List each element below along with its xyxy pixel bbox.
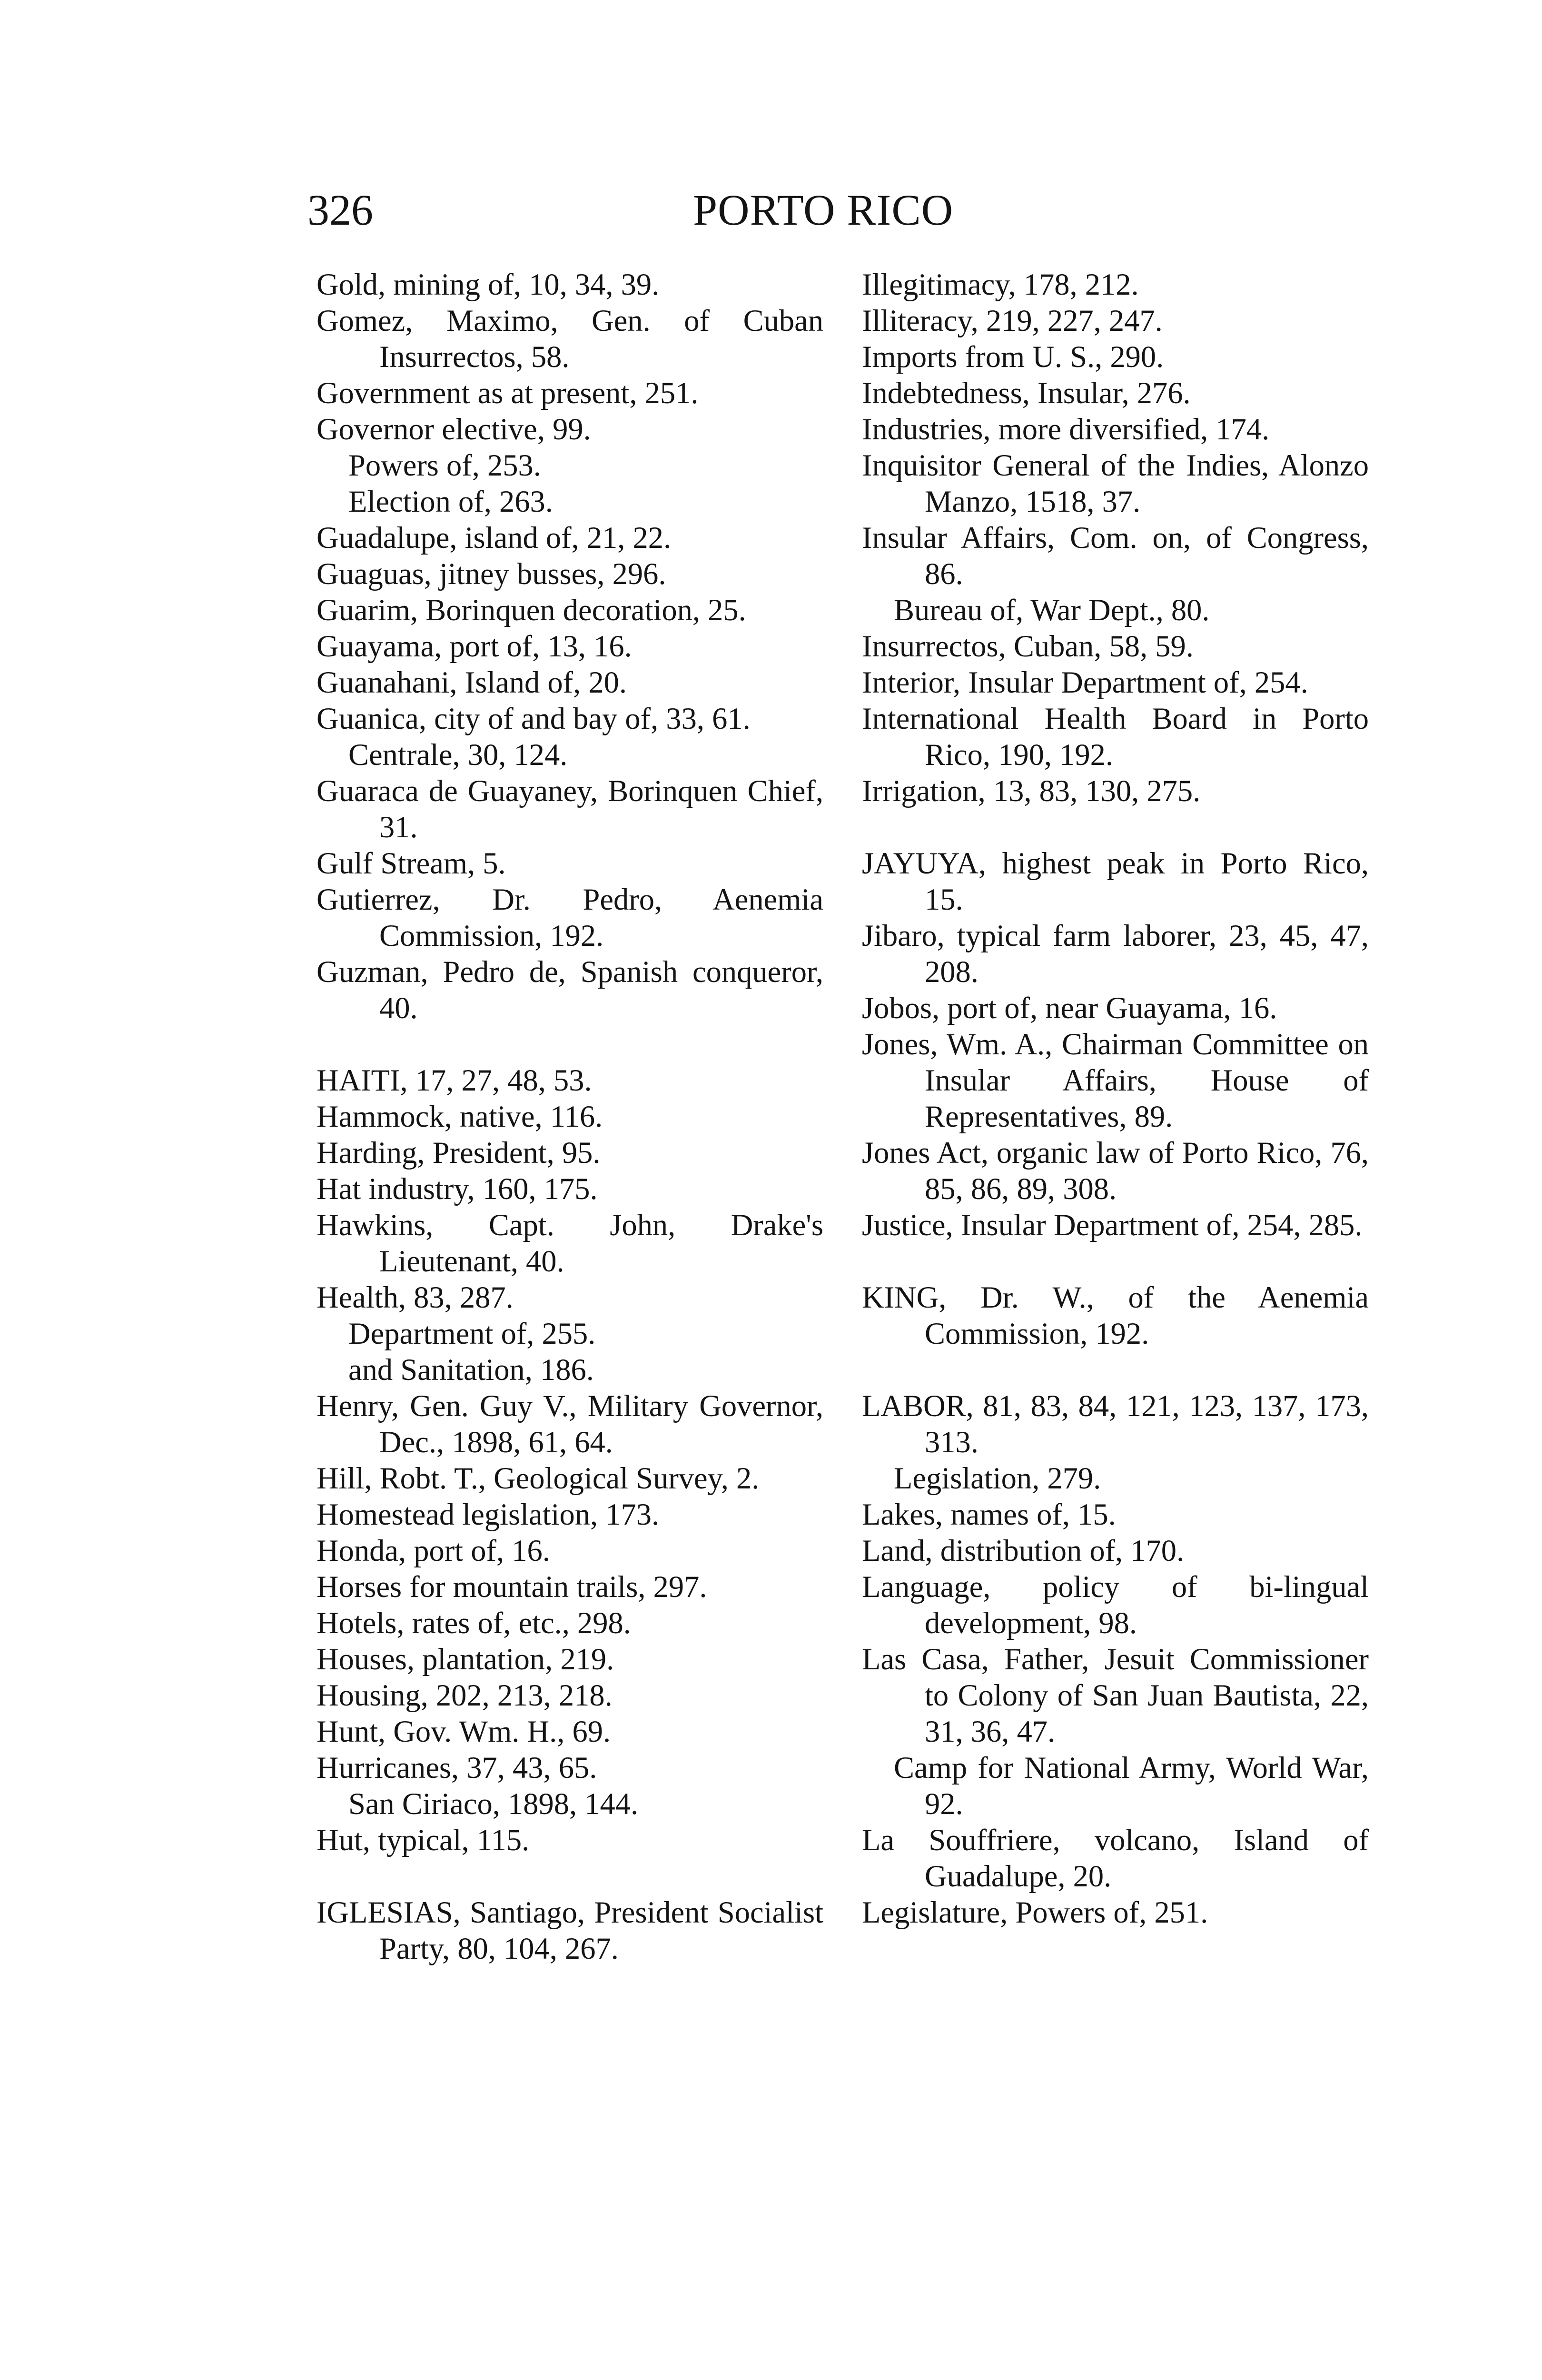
index-entry: Hat industry, 160, 175.: [316, 1172, 598, 1206]
index-entry: Lakes, names of, 15.: [862, 1497, 1116, 1531]
index-entry: LABOR, 81, 83, 84, 121, 123, 137, 173, 313.: [862, 1389, 1369, 1459]
index-entry: Interior, Insular Department of, 254.: [862, 665, 1308, 699]
index-entry: Hammock, native, 116.: [316, 1100, 603, 1133]
index-entry: International Health Board in Porto Rico, 190, 192.: [862, 702, 1369, 772]
index-entry: Houses, plantation, 219.: [316, 1642, 614, 1676]
index-entry: Illegitimacy, 178, 212.: [862, 268, 1139, 301]
index-entry: Hut, typical, 115.: [316, 1823, 530, 1857]
index-entry: Guarim, Borinquen decoration, 25.: [316, 593, 746, 627]
index-subentry: San Ciriaco, 1898, 144.: [348, 1787, 639, 1821]
index-entry: Inquisitor General of the Indies, Alonzo Manzo, 1518, 37.: [862, 448, 1369, 518]
index-entry: Industries, more diversified, 174.: [862, 412, 1270, 446]
index-entry: Hawkins, Capt. John, Drake's Lieutenant, 40.: [316, 1208, 823, 1278]
index-entry: Irrigation, 13, 83, 130, 275.: [862, 774, 1201, 808]
index-subentry: Election of, 263.: [348, 485, 553, 518]
running-head: PORTO RICO: [693, 186, 954, 234]
index-entry: Government as at present, 251.: [316, 376, 699, 410]
index-entry: HAITI, 17, 27, 48, 53.: [316, 1063, 592, 1097]
index-entry: Guadalupe, island of, 21, 22.: [316, 521, 672, 555]
index-entry: Illiteracy, 219, 227, 247.: [862, 304, 1163, 337]
index-subentry: and Sanitation, 186.: [348, 1353, 594, 1387]
index-column-left: [316, 267, 823, 1967]
index-entry: Insurrectos, Cuban, 58, 59.: [862, 629, 1194, 663]
index-entry: Harding, President, 95.: [316, 1136, 601, 1170]
index-entry: Gomez, Maximo, Gen. of Cuban Insurrectos, 58.: [316, 304, 823, 374]
index-entry: Guanahani, Island of, 20.: [316, 665, 627, 699]
index-entry: Legislature, Powers of, 251.: [862, 1895, 1208, 1929]
index-entry: IGLESIAS, Santiago, President Socialist Party, 80, 104, 267.: [316, 1895, 823, 1965]
index-entry: Guaguas, jitney busses, 296.: [316, 557, 666, 591]
index-entry: Jobos, port of, near Guayama, 16.: [862, 991, 1277, 1025]
index-entry: Language, policy of bi-lingual development, 98.: [862, 1570, 1369, 1640]
index-column-right: [862, 267, 1369, 1931]
index-entry: Henry, Gen. Guy V., Military Governor, Dec., 1898, 61, 64.: [316, 1389, 823, 1459]
page-number: 326: [307, 186, 373, 234]
index-subentry: Legislation, 279.: [894, 1461, 1101, 1495]
index-entry: Guayama, port of, 13, 16.: [316, 629, 632, 663]
index-entry: Gold, mining of, 10, 34, 39.: [316, 268, 660, 301]
index-entry: Jones, Wm. A., Chairman Committee on Insular Affairs, House of Representatives, 89.: [862, 1027, 1369, 1133]
index-entry: Justice, Insular Department of, 254, 285.: [862, 1208, 1363, 1242]
index-subentry: Camp for National Army, World War, 92.: [894, 1751, 1369, 1821]
index-entry: Guaraca de Guayaney, Borinquen Chief, 31.: [316, 774, 823, 844]
index-subentry: Department of, 255.: [348, 1317, 596, 1350]
index-entry: Housing, 202, 213, 218.: [316, 1678, 613, 1712]
index-entry: La Souffriere, volcano, Island of Guadalupe, 20.: [862, 1823, 1369, 1893]
index-entry: Las Casa, Father, Jesuit Commissioner to Colony of San Juan Bautista, 22, 31, 36, 47.: [862, 1642, 1369, 1748]
index-entry: Imports from U. S., 290.: [862, 340, 1164, 374]
section-gap: [316, 1026, 823, 1062]
section-gap: [316, 1858, 823, 1894]
index-entry: Guzman, Pedro de, Spanish conqueror, 40.: [316, 955, 823, 1025]
index-entry: JAYUYA, highest peak in Porto Rico, 15.: [862, 846, 1369, 916]
index-entry: Hill, Robt. T., Geological Survey, 2.: [316, 1461, 760, 1495]
index-entry: Hunt, Gov. Wm. H., 69.: [316, 1715, 611, 1748]
index-entry: Insular Affairs, Com. on, of Congress, 86.: [862, 521, 1369, 591]
index-entry: Honda, port of, 16.: [316, 1534, 550, 1567]
index-entry: Hotels, rates of, etc., 298.: [316, 1606, 631, 1640]
index-entry: Gutierrez, Dr. Pedro, Aenemia Commission, 192.: [316, 883, 823, 952]
index-subentry: Bureau of, War Dept., 80.: [894, 593, 1210, 627]
index-entry: Jibaro, typical farm laborer, 23, 45, 47, 208.: [862, 919, 1369, 989]
index-entry: KING, Dr. W., of the Aenemia Commission, 192.: [862, 1280, 1369, 1350]
index-entry: Homestead legislation, 173.: [316, 1497, 660, 1531]
index-entry: Health, 83, 287.: [316, 1280, 514, 1314]
index-entry: Hurricanes, 37, 43, 65.: [316, 1751, 597, 1785]
section-gap: [862, 1243, 1369, 1279]
index-entry: Gulf Stream, 5.: [316, 846, 506, 880]
index-subentry: Centrale, 30, 124.: [348, 738, 568, 772]
index-entry: Horses for mountain trails, 297.: [316, 1570, 707, 1604]
index-entry: Land, distribution of, 170.: [862, 1534, 1185, 1567]
index-subentry: Powers of, 253.: [348, 448, 541, 482]
index-entry: Guanica, city of and bay of, 33, 61.: [316, 702, 751, 735]
index-entry: Jones Act, organic law of Porto Rico, 76, 85, 86, 89, 308.: [862, 1136, 1369, 1206]
index-entry: Indebtedness, Insular, 276.: [862, 376, 1191, 410]
index-entry: Governor elective, 99.: [316, 412, 591, 446]
section-gap: [862, 1352, 1369, 1388]
section-gap: [862, 809, 1369, 845]
